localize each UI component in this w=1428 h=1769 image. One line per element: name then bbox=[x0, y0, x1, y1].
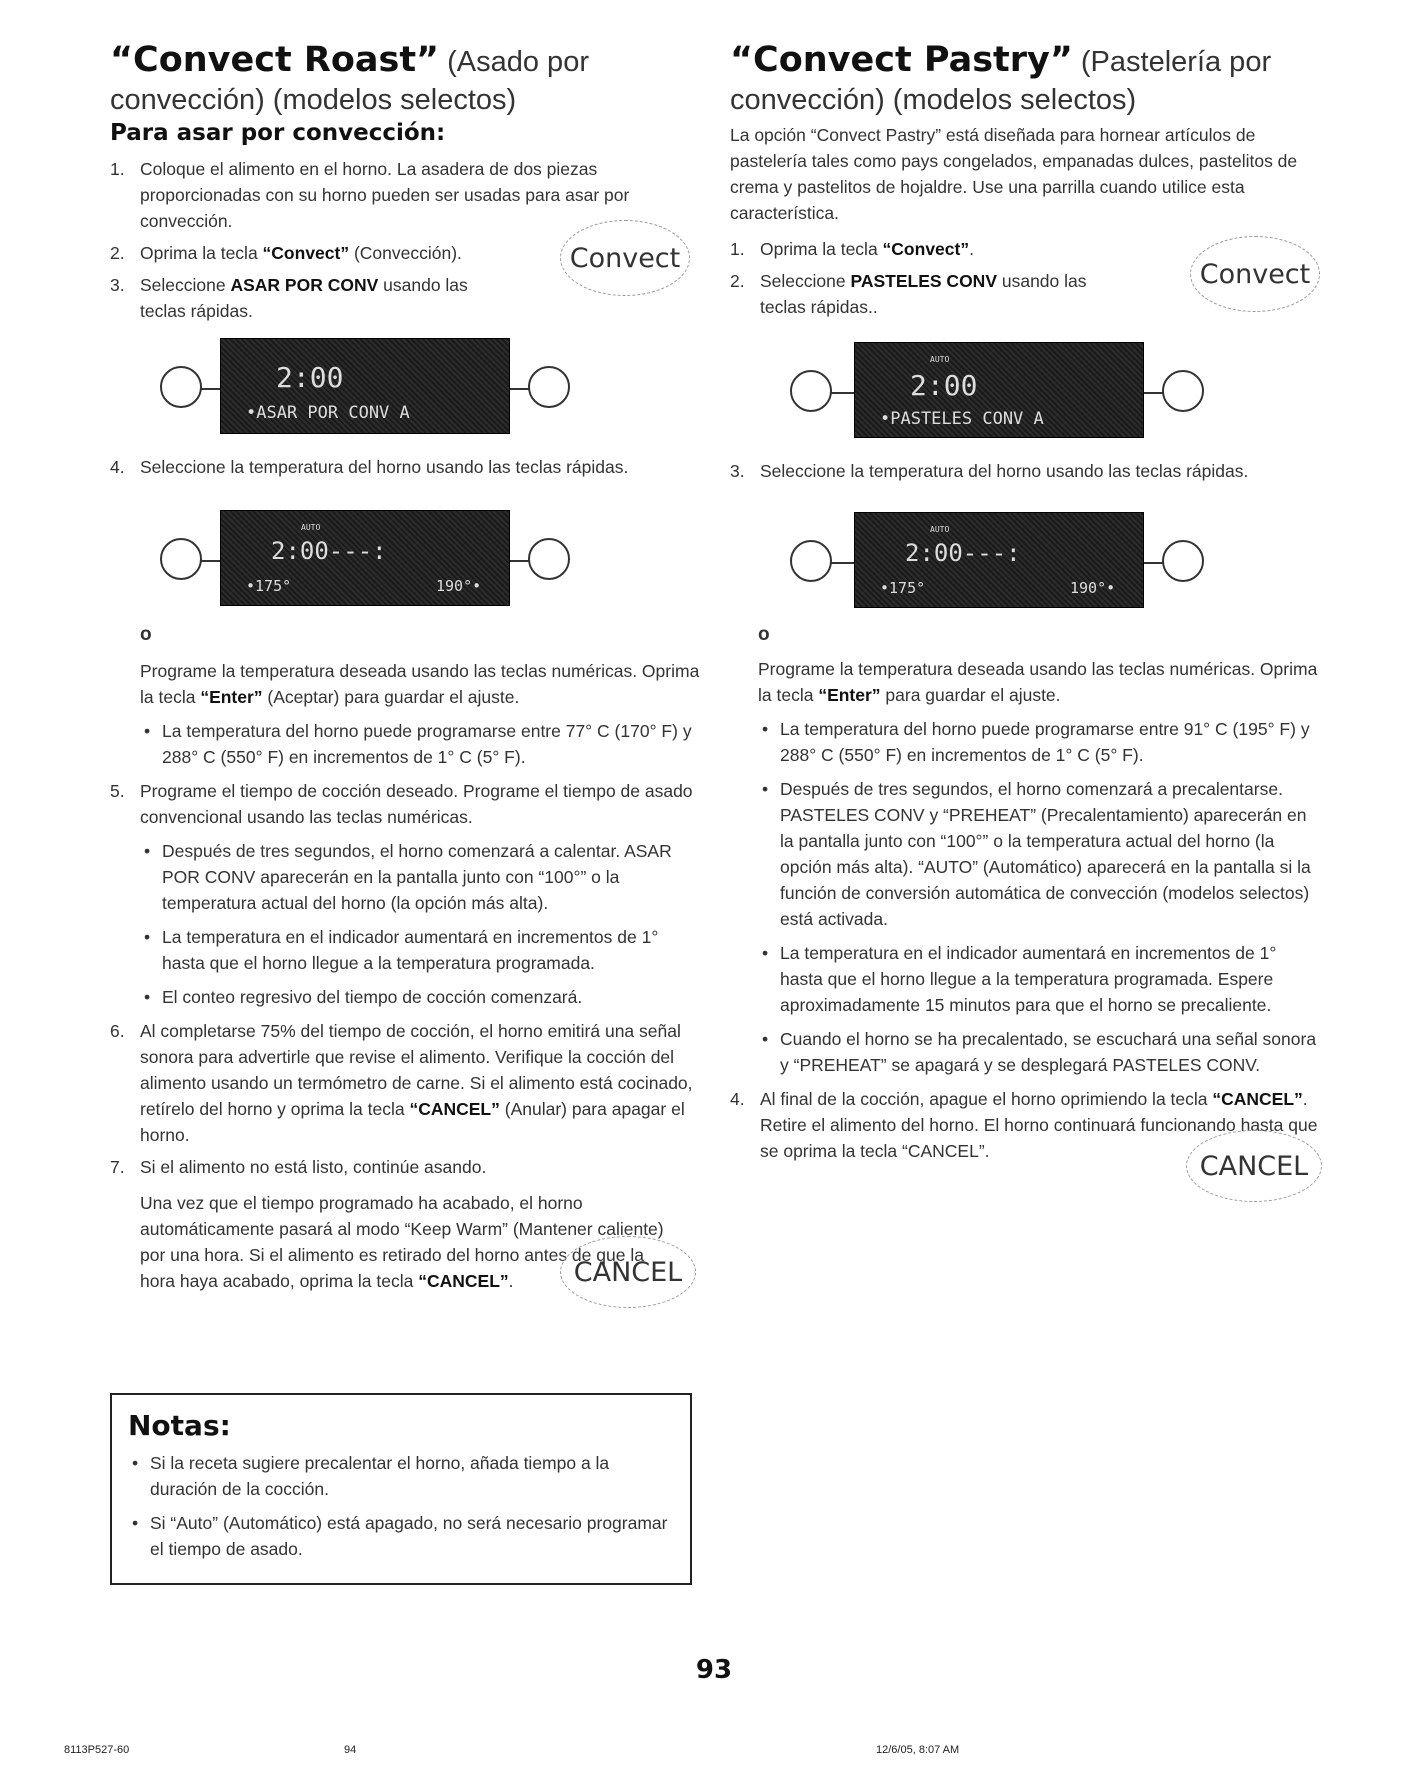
display-temp-right: 190°• bbox=[1070, 579, 1116, 597]
step-4: 4. Seleccione la temperatura del horno usando las teclas rápidas. bbox=[110, 457, 629, 477]
display-time: 2:00 bbox=[276, 361, 344, 394]
step-3: 3. Seleccione la temperatura del horno usando las teclas rápidas. bbox=[730, 461, 1249, 481]
note-1: • Si la receta sugiere precalentar el horno, añada tiempo a la duración de la cocción. bbox=[128, 1450, 674, 1502]
step-5: 5. Programe el tiempo de cocción deseado. Programe el tiempo de asado convencional usando las teclas numéricas. bbox=[110, 781, 693, 827]
note-2: • Si “Auto” (Automático) está apagado, no será necesario programar el tiempo de asado. bbox=[128, 1510, 674, 1562]
display-pasteles-conv bbox=[730, 342, 1320, 438]
step-2: 2. Oprima la tecla “Convect” (Convección). bbox=[110, 243, 462, 263]
step-2: 2. Seleccione PASTELES CONV usando las teclas rápidas.. bbox=[730, 271, 1087, 317]
lcd-display bbox=[220, 338, 510, 434]
lcd-display bbox=[854, 512, 1144, 608]
bullet-4: • Cuando el horno se ha precalentado, se escuchará una señal sonora y “PREHEAT” se apagará y se desplegará PASTELES CONV. bbox=[758, 1026, 1320, 1078]
left-knob-icon bbox=[160, 366, 202, 408]
display-temp-left: •175° bbox=[880, 579, 926, 597]
notes-box bbox=[110, 1393, 692, 1585]
bullet-2: • Después de tres segundos, el horno comenzará a precalentarse. PASTELES CONV y “PREHEAT” (Precalentamiento) aparecerán en la pantalla junto con “100°” o la temperatura actual del horno (la opción más alta). “AUTO” (Automático) aparecerá en la pantalla si la función de conversión automática de convección (modelos selectos) está activada. bbox=[758, 776, 1320, 932]
right-knob-icon bbox=[528, 538, 570, 580]
lcd-display bbox=[854, 342, 1144, 438]
display-time: 2:00---: bbox=[905, 539, 1021, 567]
left-knob-icon bbox=[160, 538, 202, 580]
convect-key-icon: Convect bbox=[1190, 236, 1320, 312]
step-1: 1. Coloque el alimento en el horno. La asadera de dos piezas proporcionadas con su horno pueden ser usadas para asar por convección. bbox=[110, 159, 630, 231]
left-knob-icon bbox=[790, 540, 832, 582]
bullet-3: • La temperatura en el indicador aumentará en incrementos de 1° hasta que el horno llegue a la temperatura programada. Espere aproximadamente 15 minutos para que el horno se precaliente. bbox=[758, 940, 1320, 1018]
display-temperature bbox=[730, 512, 1320, 608]
convect-roast-section bbox=[110, 40, 700, 1294]
display-temp-right: 190°• bbox=[436, 577, 482, 595]
right-knob-icon bbox=[1162, 540, 1204, 582]
right-knob-icon bbox=[1162, 370, 1204, 412]
notes-title: Notas: bbox=[128, 1409, 231, 1442]
display-time: 2:00---: bbox=[271, 537, 387, 565]
cancel-key-icon: CANCEL bbox=[1186, 1130, 1322, 1202]
convect-pastry-section bbox=[730, 40, 1320, 1182]
page-number: 93 bbox=[695, 1655, 733, 1685]
display-temp-left: •175° bbox=[246, 577, 292, 595]
convect-roast-title: “Convect Roast” (Asado por bbox=[110, 40, 589, 80]
step-3: 3. Seleccione ASAR POR CONV usando las teclas rápidas. bbox=[110, 275, 468, 321]
convect-pastry-title-line2: convección) (modelos selectos) bbox=[730, 84, 1137, 116]
display-time: 2:00 bbox=[910, 369, 978, 402]
right-knob-icon bbox=[528, 366, 570, 408]
step5-bullet-2: • La temperatura en el indicador aumentará en incrementos de 1° hasta que el horno llegue a la temperatura programada. bbox=[140, 924, 700, 976]
step5-bullet-1: • Después de tres segundos, el horno comenzará a calentar. ASAR POR CONV aparecerán en la pantalla junto con “100°” o la temperatura actual del horno (la opción más alta). bbox=[140, 838, 700, 916]
convect-pastry-title: “Convect Pastry” (Pastelería por bbox=[730, 40, 1272, 80]
keep-warm-text: Una vez que el tiempo programado ha acabado, el horno automáticamente pasará al modo “Keep Warm” (Mantener caliente) por una hora. Si el alimento es retirado del horno antes de que la hora haya acabado, oprima la tecla “CANCEL”. bbox=[140, 1193, 664, 1291]
step-1: 1. Oprima la tecla “Convect”. bbox=[730, 239, 974, 259]
step-7: 7. Si el alimento no está listo, continúe asando. bbox=[110, 1157, 487, 1177]
or-label: o bbox=[140, 624, 152, 645]
bullet-1: • La temperatura del horno puede programarse entre 91° C (195° F) y 288° C (550° F) en incrementos de 1° C (5° F). bbox=[758, 716, 1320, 768]
convect-roast-title-line2: convección) (modelos selectos) bbox=[110, 84, 517, 116]
display-auto: AUTO bbox=[930, 525, 950, 534]
left-knob-icon bbox=[790, 370, 832, 412]
display-temperature bbox=[110, 510, 700, 606]
temp-range-bullet: • La temperatura del horno puede programarse entre 77° C (170° F) y 288° C (550° F) en incrementos de 1° C (5° F). bbox=[140, 718, 700, 770]
step-6: 6. Al completarse 75% del tiempo de cocción, el horno emitirá una señal sonora para advertirle que revise el alimento. Verifique la cocción del alimento usando un termómetro de carne. Si el alimento está cocinado, retírelo del horno y oprima la tecla “CANCEL” (Anular) para apagar el horno. bbox=[110, 1021, 693, 1145]
display-text: •ASAR POR CONV A bbox=[246, 403, 410, 423]
convect-roast-subtitle: Para asar por convección: bbox=[110, 120, 446, 146]
convect-pastry-intro: La opción “Convect Pastry” está diseñada para hornear artículos de pastelería tales como pays congelados, empanadas dulces, pastelitos de crema y pastelitos de hojaldre. Use una parrilla cuando utilice esta característica. bbox=[730, 125, 1298, 223]
lcd-display bbox=[220, 510, 510, 606]
program-text: Programe la temperatura deseada usando las teclas numéricas. Oprima la tecla “Enter” para guardar el ajuste. bbox=[758, 659, 1318, 705]
program-text: Programe la temperatura deseada usando las teclas numéricas. Oprima la tecla “Enter” (Aceptar) para guardar el ajuste. bbox=[140, 661, 700, 707]
display-auto: AUTO bbox=[930, 355, 950, 364]
display-auto: AUTO bbox=[301, 523, 321, 532]
step5-bullet-3: • El conteo regresivo del tiempo de cocción comenzará. bbox=[140, 984, 700, 1010]
or-label: o bbox=[758, 624, 770, 645]
footer-date: 12/6/05, 8:07 AM bbox=[876, 1744, 960, 1756]
step-4: 4. Al final de la cocción, apague el horno oprimiendo la tecla “CANCEL”. Retire el alimento del horno. El horno continuará funcionando hasta que se oprima la tecla “CANCEL”. bbox=[730, 1089, 1318, 1161]
convect-key-icon: Convect bbox=[560, 220, 690, 296]
footer-page: 94 bbox=[344, 1744, 357, 1756]
display-text: •PASTELES CONV A bbox=[880, 409, 1044, 429]
display-asar-por-conv bbox=[110, 338, 700, 434]
cancel-key-icon: CANCEL bbox=[560, 1236, 696, 1308]
footer-code: 8113P527-60 bbox=[64, 1744, 130, 1756]
